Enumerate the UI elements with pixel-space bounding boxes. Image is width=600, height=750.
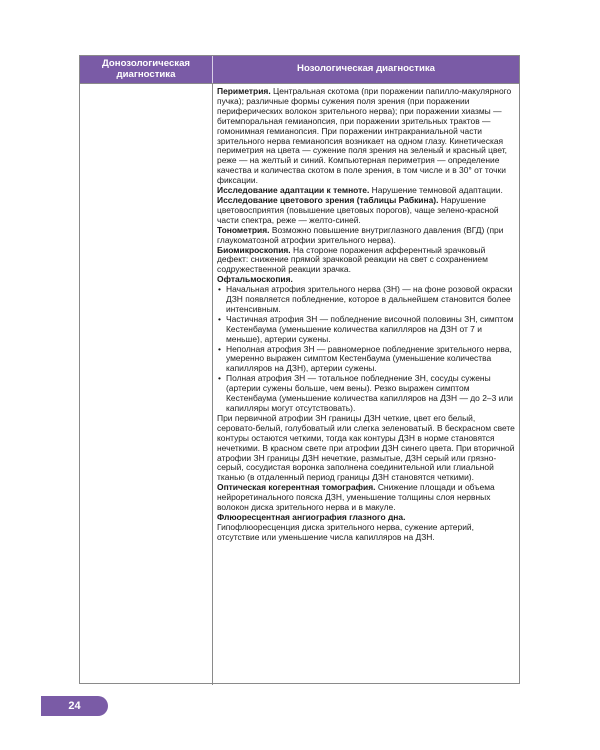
header-nosological: Нозологическая диагностика (297, 63, 435, 75)
atrophy-description: При первичной атрофии ЗН границы ДЗН четкие, цвет его белый, серовато-белый, голубоватый или слегка зеленоватый. В бескрасном свете контуры остаются четкими, тогда как контуры ДЗН в норме становятся нечеткими. В красном свете при атрофии ДЗН синего цвета. При вторичной атрофии ЗН границы ДЗН нечеткие, размытые, ДЗН серый или грязно-серый, сосудистая воронка заполнена соединительной или глиальной тканью (в отдаленный период границы ДЗН становятся четкими). (217, 412, 515, 483)
diagnostics-table (79, 55, 520, 684)
ophthalmoscopy-title: Офтальмоскопия. (217, 274, 293, 285)
list-item: • Неполная атрофия ЗН — равномерное побледнение зрительного нерва, умеренно выражен симптом Кестенбаума (уменьшение количества капилляров на ДЗН), артерии сужены. (217, 345, 515, 375)
ophthalmoscopy-list (217, 285, 515, 414)
oct-paragraph (217, 483, 515, 513)
tonometry-text: Возможно повышение внутриглазного давления (ВГД) (при глаукоматозной атрофии зрительного нерва). (217, 224, 504, 245)
dark-adaptation-title: Исследование адаптации к темноте. (217, 185, 370, 196)
dark-adaptation-text: Нарушение темновой адаптации. (369, 185, 503, 196)
table-body (80, 84, 519, 685)
perimetry-text: Центральная скотома (при поражении папилло-макулярного пучка); различные формы сужения поля зрения (при поражении периферических волокон зрительного нерва); при поражении хиазмы — битемпоральная гемианопсия, при поражении зрительных трактов — гомонимная гемианопсия. При поражении интракраниальной части зрительного нерва гемианопсия возникает на одном глазу. Кинетическая периметрия на цвета — сужение поля зрения на зеленый и красный цвет, реже — на желтый и синий. Компьютерная периметрия — определение качества и количества скотом в поле зрения, в том числе и в 30° от точки фиксации. (217, 86, 512, 186)
angiography-text: Гипофлюоресценция диска зрительного нерва, сужение артерий, отсутствие или уменьшение числа капилляров на ДЗН. (217, 521, 474, 542)
header-prenosological: Донозологическая диагностика (80, 56, 213, 83)
prenosological-cell (80, 84, 213, 685)
perimetry-paragraph (217, 87, 515, 186)
angiography-title: Флюоресцентная ангиография глазного дна. (217, 511, 406, 522)
list-item: • Частичная атрофия ЗН — побледнение височной половины ЗН, симптом Кестенбаума (уменьшение количества капилляров на ДЗН от 7 и меньше), артерии сужены. (217, 315, 515, 345)
table-header (80, 56, 519, 84)
tonometry-title: Тонометрия. (217, 224, 270, 235)
list-item: • Полная атрофия ЗН — тотальное побледнение ЗН, сосуды сужены (артерии сужены больше, чем вены). Резко выражен симптом Кестенбаума (уменьшение количества капилляров на ДЗН — до 2–3 или капилляры могут отсутствовать). (217, 374, 515, 414)
page-number: 24 (41, 696, 108, 716)
oct-title: Оптическая когерентная томография. (217, 482, 376, 493)
biomicroscopy-paragraph (217, 246, 515, 276)
color-vision-paragraph (217, 196, 515, 226)
color-vision-title: Исследование цветового зрения (таблицы Рабкина). (217, 194, 439, 205)
list-item: • Начальная атрофия зрительного нерва (ЗН) — на фоне розовой окраски ДЗН появляется побледнение, которое в дальнейшем становится более интенсивным. (217, 285, 515, 315)
perimetry-title: Периметрия. (217, 86, 271, 96)
nosological-cell (213, 84, 519, 685)
biomicroscopy-text: На стороне поражения афферентный зрачковый дефект: снижение прямой зрачковой реакции на свет с сохранением содружественной реакции зрачка. (217, 244, 488, 275)
oct-text: Снижение площади и объема нейроретинального пояска ДЗН, уменьшение толщины слоя нервных волокон диска зрительного нерва и в макуле. (217, 482, 495, 513)
color-vision-text: Нарушение цветовосприятия (повышение цветовых порогов), чаще зелено-красной части спектра, реже — желто-синей. (217, 194, 499, 225)
biomicroscopy-title: Биомикроскопия. (217, 244, 291, 255)
tonometry-paragraph (217, 226, 515, 246)
